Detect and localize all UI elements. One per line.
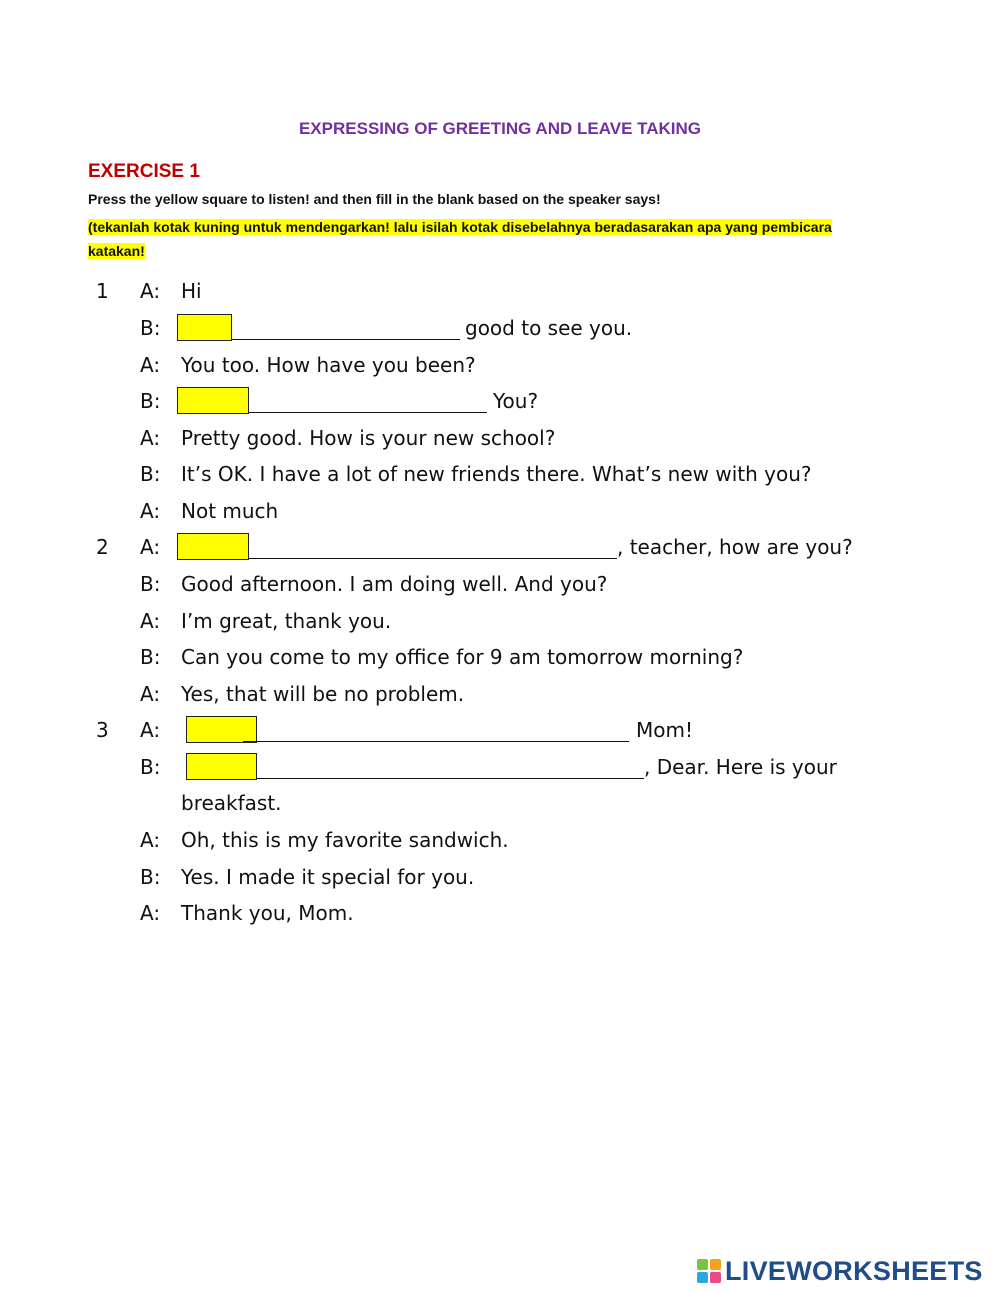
speaker-label: B: [140, 316, 161, 340]
page-title: EXPRESSING OF GREETING AND LEAVE TAKING [298, 119, 702, 138]
line-text: Yes, that will be no problem. [181, 682, 465, 706]
line-text: , teacher, how are you? [617, 535, 853, 559]
line-text: Yes. I made it special for you. [181, 865, 475, 889]
answer-blank[interactable] [232, 339, 460, 340]
line-text: You? [493, 389, 539, 413]
answer-blank[interactable] [257, 778, 644, 779]
audio-play-button[interactable] [177, 533, 249, 560]
logo-mark-icon [697, 1259, 721, 1283]
liveworksheets-logo [697, 1257, 983, 1285]
instruction-english: Press the yellow square to listen! and then fill in the blank based on the speaker says! [88, 191, 661, 207]
logo-square [710, 1272, 721, 1283]
instruction-indonesian [88, 215, 878, 263]
logo-text: LIVEWORKSHEETS [725, 1255, 983, 1286]
speaker-label: A: [140, 535, 161, 559]
line-text: breakfast. [181, 791, 282, 815]
speaker-label: B: [140, 572, 161, 596]
speaker-label: B: [140, 865, 161, 889]
answer-blank[interactable] [249, 412, 487, 413]
logo-square [697, 1272, 708, 1283]
audio-play-button[interactable] [177, 314, 232, 341]
audio-play-button[interactable] [186, 716, 257, 743]
line-text: I’m great, thank you. [181, 609, 392, 633]
line-text: good to see you. [465, 316, 633, 340]
line-text: Mom! [636, 718, 693, 742]
line-text: Good afternoon. I am doing well. And you? [181, 572, 608, 596]
line-text: You too. How have you been? [181, 353, 476, 377]
logo-square [697, 1259, 708, 1270]
speaker-label: A: [140, 499, 161, 523]
line-text: It’s OK. I have a lot of new friends there. What’s new with you? [181, 462, 812, 486]
speaker-label: B: [140, 755, 161, 779]
line-text: Thank you, Mom. [181, 901, 354, 925]
line-text: Hi [181, 279, 202, 303]
audio-play-button[interactable] [186, 753, 257, 780]
speaker-label: B: [140, 389, 161, 413]
line-text: Oh, this is my favorite sandwich. [181, 828, 509, 852]
speaker-label: A: [140, 353, 161, 377]
exercise-heading: EXERCISE 1 [88, 161, 200, 182]
speaker-label: A: [140, 718, 161, 742]
speaker-label: A: [140, 828, 161, 852]
answer-blank[interactable] [243, 741, 629, 742]
dialog-number: 2 [96, 535, 109, 559]
line-text: Not much [181, 499, 279, 523]
line-text: Can you come to my office for 9 am tomorrow morning? [181, 645, 744, 669]
speaker-label: B: [140, 462, 161, 486]
speaker-label: A: [140, 609, 161, 633]
dialog-number: 3 [96, 718, 109, 742]
dialog-number: 1 [96, 279, 109, 303]
line-text: Pretty good. How is your new school? [181, 426, 556, 450]
audio-play-button[interactable] [177, 387, 249, 414]
speaker-label: A: [140, 901, 161, 925]
logo-square [710, 1259, 721, 1270]
instruction-indonesian-text: (tekanlah kotak kuning untuk mendengarkan! lalu isilah kotak disebelahnya beradasarakan apa yang pembicara katakan! [88, 219, 832, 259]
speaker-label: A: [140, 682, 161, 706]
answer-blank[interactable] [249, 558, 617, 559]
speaker-label: B: [140, 645, 161, 669]
speaker-label: A: [140, 279, 161, 303]
speaker-label: A: [140, 426, 161, 450]
line-text: , Dear. Here is your [644, 755, 837, 779]
